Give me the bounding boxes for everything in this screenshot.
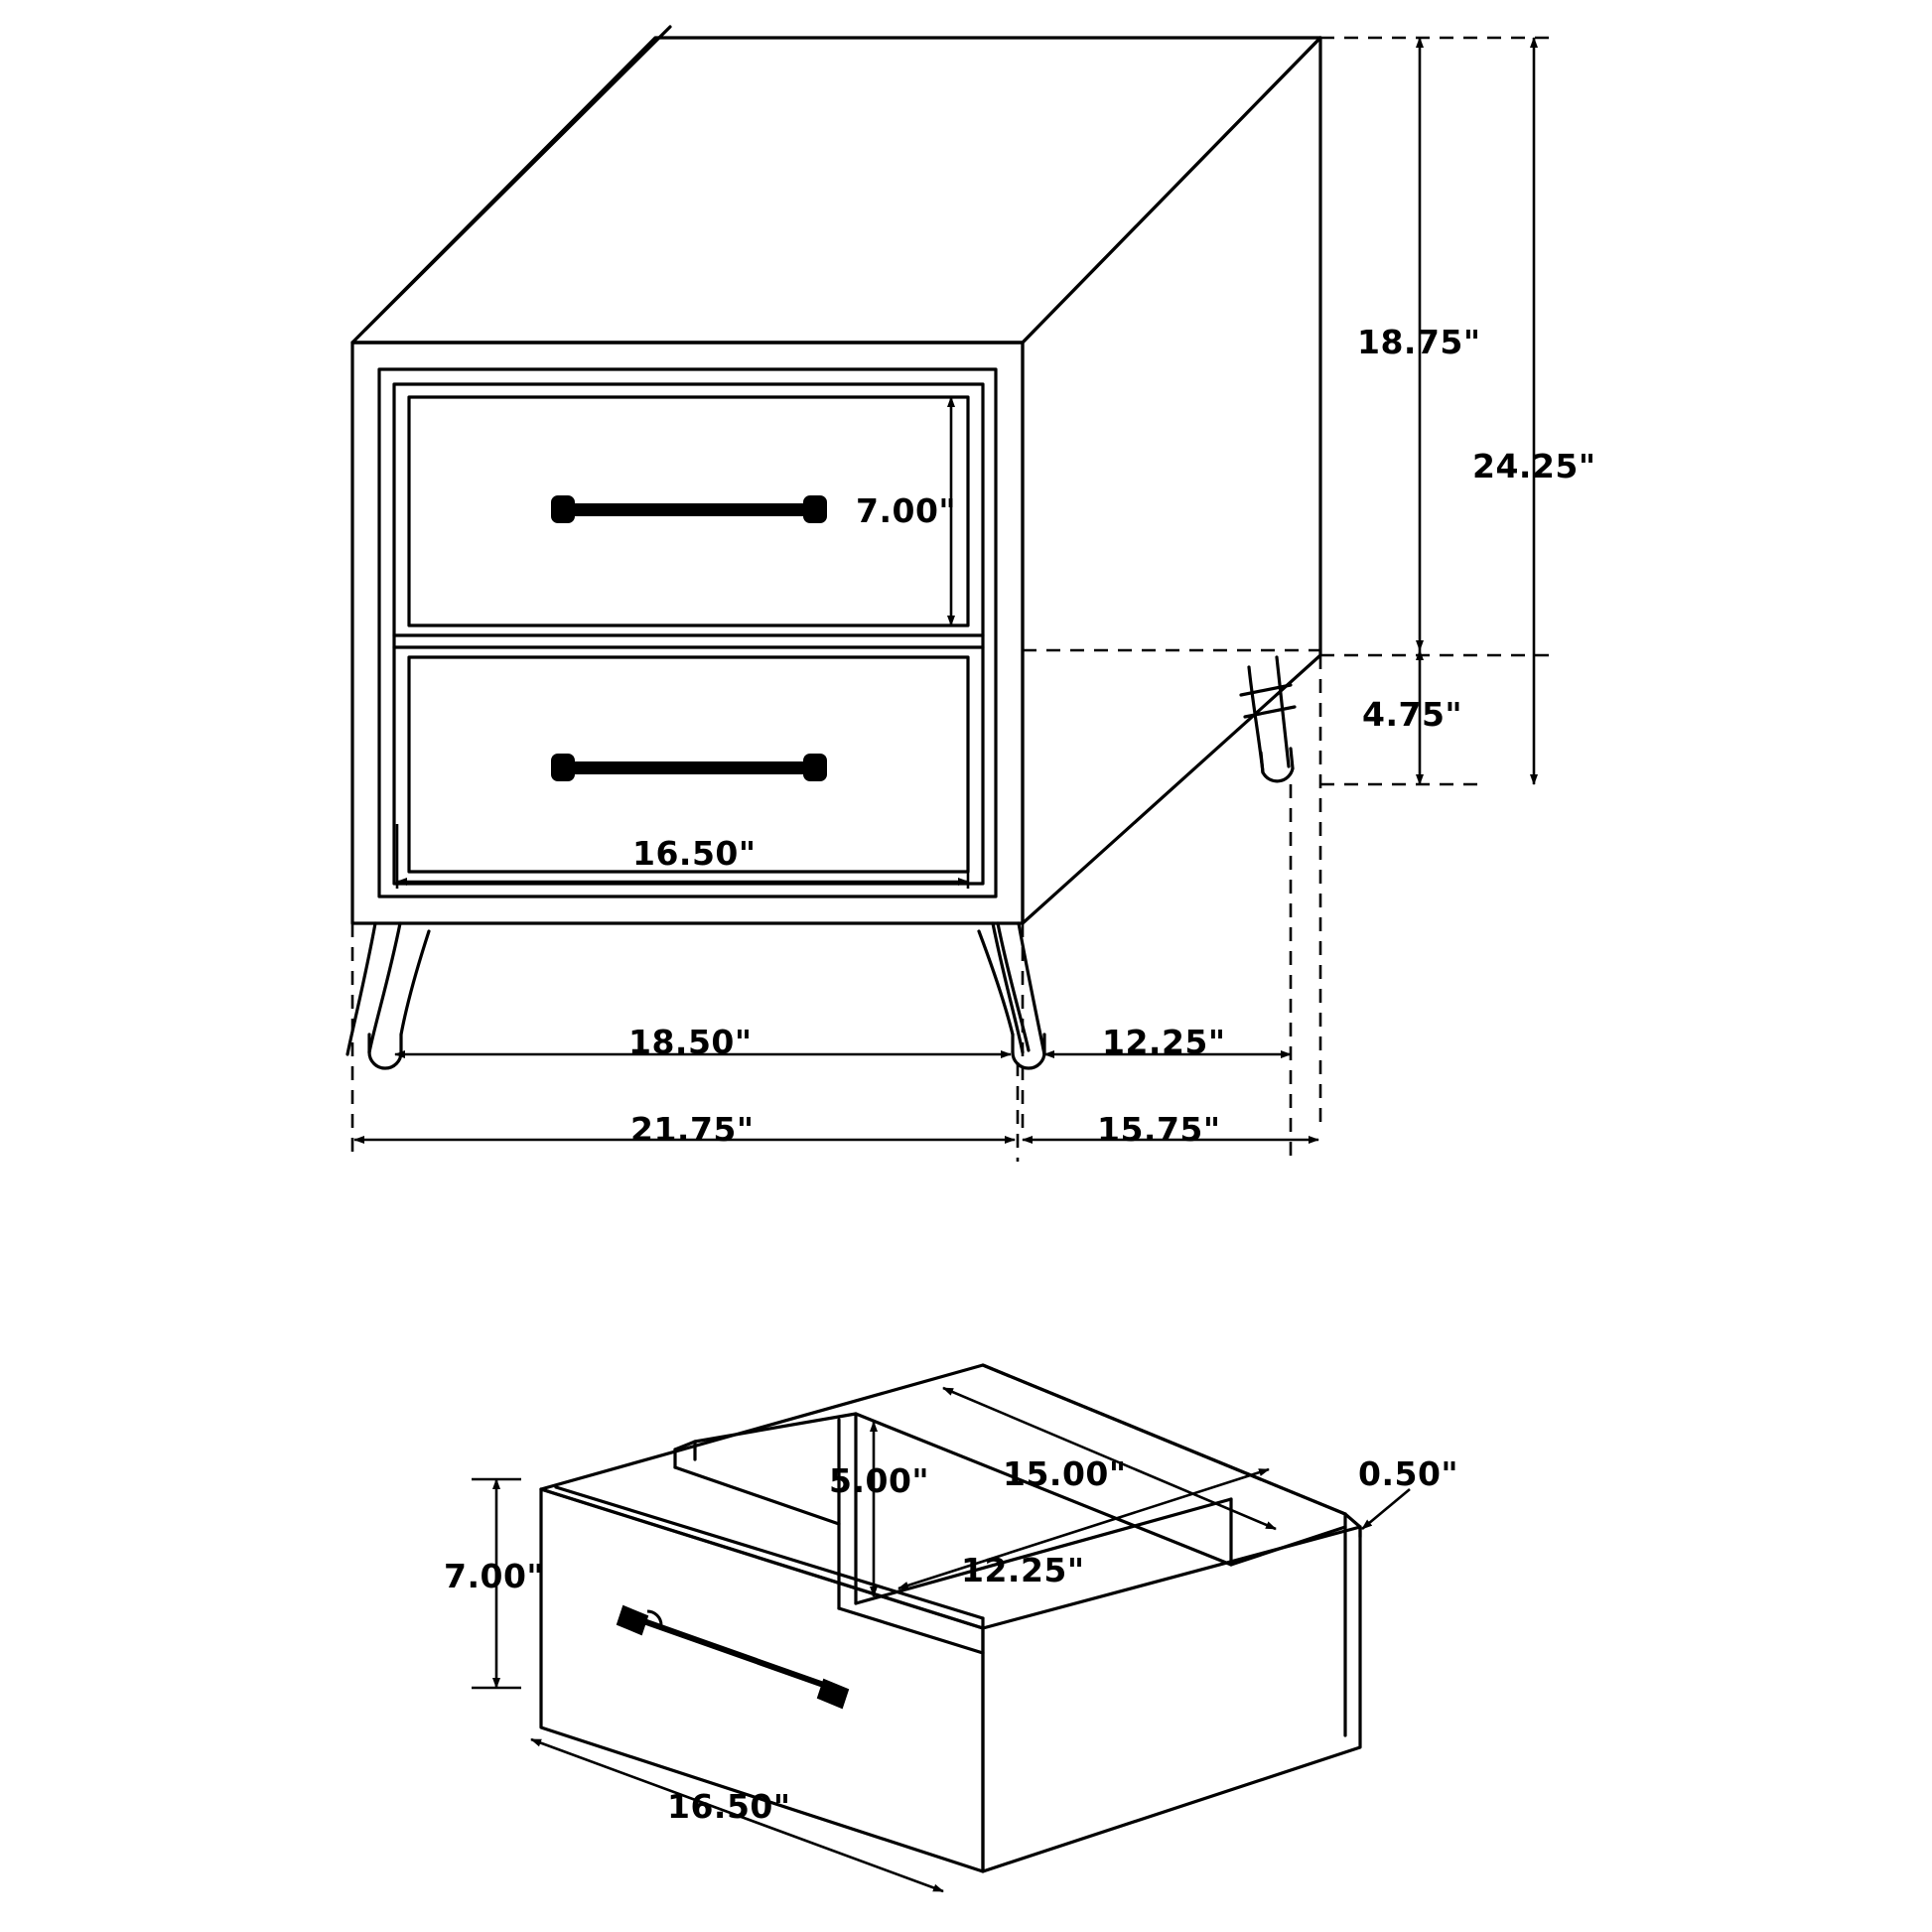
dimension-label-4-75: 4.75" <box>1362 695 1463 734</box>
nightstand-body <box>352 27 1320 923</box>
drawer-detail-handle <box>618 1606 848 1708</box>
drawer-detail <box>541 1365 1360 1871</box>
dimension-label-5-00: 5.00" <box>829 1461 930 1500</box>
legs <box>347 657 1295 1068</box>
lower-drawer-handle <box>552 755 826 780</box>
dimension-label-18-75: 18.75" <box>1357 323 1481 361</box>
dimension-label-16-50-front: 16.50" <box>632 834 757 873</box>
upper-drawer-handle <box>552 496 826 522</box>
dimension-label-15-75: 15.75" <box>1097 1110 1221 1149</box>
dimension-label-15-00: 15.00" <box>1003 1454 1127 1493</box>
dimension-label-16-50-drawer: 16.50" <box>667 1787 791 1826</box>
dimension-label-12-25-depth: 12.25" <box>1102 1023 1226 1061</box>
dimension-label-7-00-front: 7.00" <box>856 491 957 530</box>
dimension-label-7-00-drawer: 7.00" <box>444 1557 545 1595</box>
dimension-label-12-25-drawer: 12.25" <box>961 1551 1085 1589</box>
dimension-label-21-75: 21.75" <box>630 1110 755 1149</box>
dimension-label-0-50: 0.50" <box>1358 1454 1459 1493</box>
dimension-lines-assembly <box>352 38 1549 1162</box>
dimension-label-24-25: 24.25" <box>1472 447 1596 485</box>
dimension-label-18-50: 18.50" <box>628 1023 753 1061</box>
